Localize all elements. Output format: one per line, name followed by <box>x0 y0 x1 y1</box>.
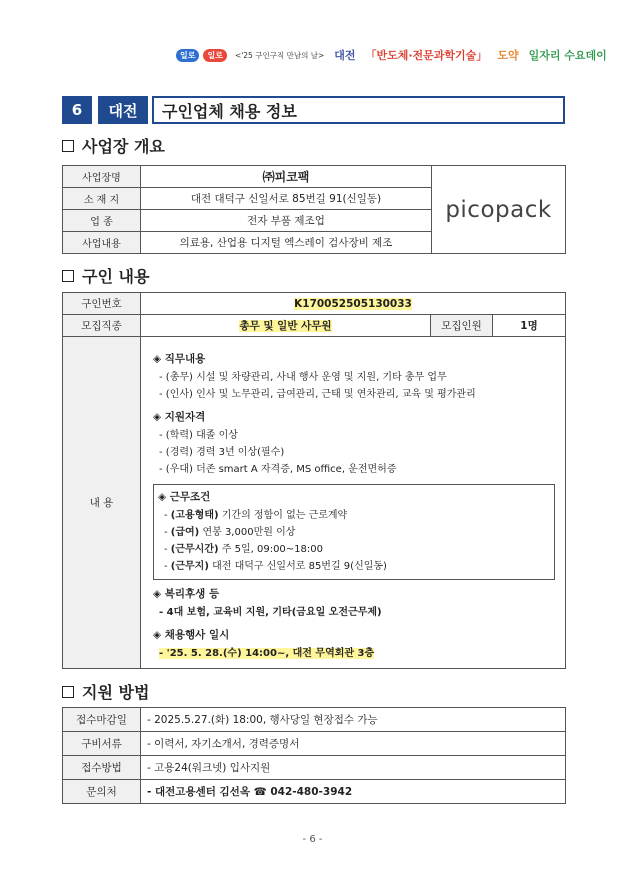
banner-title-field: 「반도체·전문과학기술」 <box>365 49 488 62</box>
event-title: ◈ 채용행사 일시 <box>153 629 230 641</box>
banner-subtitle: <'25 구인구직 만남의 날> <box>234 50 325 60</box>
job-type-value: 총무 및 일반 사무원 <box>239 320 332 332</box>
page-heading <box>62 96 565 124</box>
duty-line: - (총무) 시설 및 차량관리, 사내 행사 운영 및 지원, 기타 총무 업무 <box>159 372 447 383</box>
duties-title: ◈ 직무내용 <box>153 353 206 365</box>
job-count-label: 모집인원 <box>431 315 493 337</box>
banner-logo-right: 일로 <box>203 49 226 62</box>
duty-line: - (인사) 인사 및 노무관리, 급여관리, 근태 및 연차관리, 교육 및 평가관리 <box>159 389 476 400</box>
overview-label-location: 소 재 지 <box>63 188 141 210</box>
condition-line: - (고용형태) 기간의 정함이 없는 근로계약 <box>164 510 348 521</box>
section-overview-title <box>62 134 165 157</box>
apply-value-deadline: - 2025.5.27.(화) 18:00, 행사당일 현장접수 가능 <box>141 708 566 732</box>
apply-label-deadline: 접수마감일 <box>63 708 141 732</box>
heading-title: 구인업체 채용 정보 <box>152 96 565 124</box>
overview-value-business: 의료용, 산업용 디지털 엑스레이 검사장비 제조 <box>141 232 432 254</box>
section-job-title <box>62 264 149 287</box>
heading-city: 대전 <box>98 96 148 124</box>
banner-title-city: 대전 <box>334 49 356 62</box>
condition-key: (근무지) <box>170 561 209 572</box>
apply-value-documents: - 이력서, 자기소개서, 경력증명서 <box>141 732 566 756</box>
apply-label-documents: 구비서류 <box>63 732 141 756</box>
event-dash: - <box>159 648 167 659</box>
job-content <box>141 337 566 669</box>
event-date: '25. 5. 28.(수) 14:00~, 대전 무역회관 3층 <box>166 648 375 659</box>
condition-value: 주 5일, 09:00~18:00 <box>218 544 323 555</box>
section-job-label: 구인 내용 <box>82 267 150 286</box>
job-id-cell <box>141 293 566 315</box>
job-id-label: 구인번호 <box>63 293 141 315</box>
job-type-cell <box>141 315 431 337</box>
work-conditions-box <box>153 484 555 580</box>
overview-label-business: 사업내용 <box>63 232 141 254</box>
checkbox-square-icon <box>62 270 74 282</box>
application-table <box>62 707 566 804</box>
checkbox-square-icon <box>62 686 74 698</box>
section-overview-label: 사업장 개요 <box>82 137 165 156</box>
event-line <box>159 645 555 662</box>
welfare-line: - 4대 보험, 교육비 지원, 기타(금요일 오전근무제) <box>159 607 382 618</box>
apply-label-method: 접수방법 <box>63 756 141 780</box>
overview-label-name: 사업장명 <box>63 166 141 188</box>
company-overview-table <box>62 165 566 254</box>
apply-label-contact: 문의처 <box>63 780 141 804</box>
condition-line: - (근무시간) 주 5일, 09:00~18:00 <box>164 544 323 555</box>
condition-key: (근무시간) <box>170 544 219 555</box>
qualifications-title: ◈ 지원자격 <box>153 411 206 423</box>
apply-value-method: - 고용24(워크넷) 입사지원 <box>141 756 566 780</box>
overview-label-industry: 업 종 <box>63 210 141 232</box>
company-logo-text: picopack <box>445 196 552 223</box>
company-logo <box>432 166 566 254</box>
section-apply-title <box>62 680 149 703</box>
job-type-label: 모집직종 <box>63 315 141 337</box>
condition-value: 대전 대덕구 신일서로 85번길 9(신일동) <box>208 561 387 572</box>
banner-logo-left: 일로 <box>176 49 199 62</box>
apply-value-contact: - 대전고용센터 김선옥 ☎ 042-480-3942 <box>141 780 566 804</box>
condition-key: (고용형태) <box>170 510 219 521</box>
banner-title-demand-day: 일자리 수요데이 <box>528 49 607 62</box>
event-banner <box>176 44 607 66</box>
job-count-value: 1명 <box>493 315 566 337</box>
overview-value-industry: 전자 부품 제조업 <box>141 210 432 232</box>
qualification-line: - (학력) 대졸 이상 <box>159 430 238 441</box>
job-details-table <box>62 292 566 669</box>
welfare-title: ◈ 복리후생 등 <box>153 588 220 600</box>
condition-line: - (급여) 연봉 3,000만원 이상 <box>164 527 296 538</box>
page-number: - 6 - <box>302 834 323 845</box>
condition-value: 기간의 정함이 없는 근로계약 <box>218 510 348 521</box>
conditions-title: ◈ 근무조건 <box>158 491 211 503</box>
condition-line: - (근무지) 대전 대덕구 신일서로 85번길 9(신일동) <box>164 561 387 572</box>
qualification-line: - (경력) 경력 3년 이상(필수) <box>159 447 285 458</box>
overview-value-name: ㈜피코팩 <box>141 166 432 188</box>
job-content-label: 내 용 <box>63 337 141 669</box>
qualification-line: - (우대) 더존 smart A 자격증, MS office, 운전면허증 <box>159 464 397 475</box>
condition-key: (급여) <box>170 527 200 538</box>
heading-number: 6 <box>62 96 92 124</box>
condition-value: 연봉 3,000만원 이상 <box>199 527 296 538</box>
checkbox-square-icon <box>62 140 74 152</box>
job-id-value: K170052505130033 <box>294 297 412 310</box>
banner-title-leap: 도약 <box>497 49 519 62</box>
section-apply-label: 지원 방법 <box>82 683 150 702</box>
overview-value-location: 대전 대덕구 신일서로 85번길 91(신일동) <box>141 188 432 210</box>
